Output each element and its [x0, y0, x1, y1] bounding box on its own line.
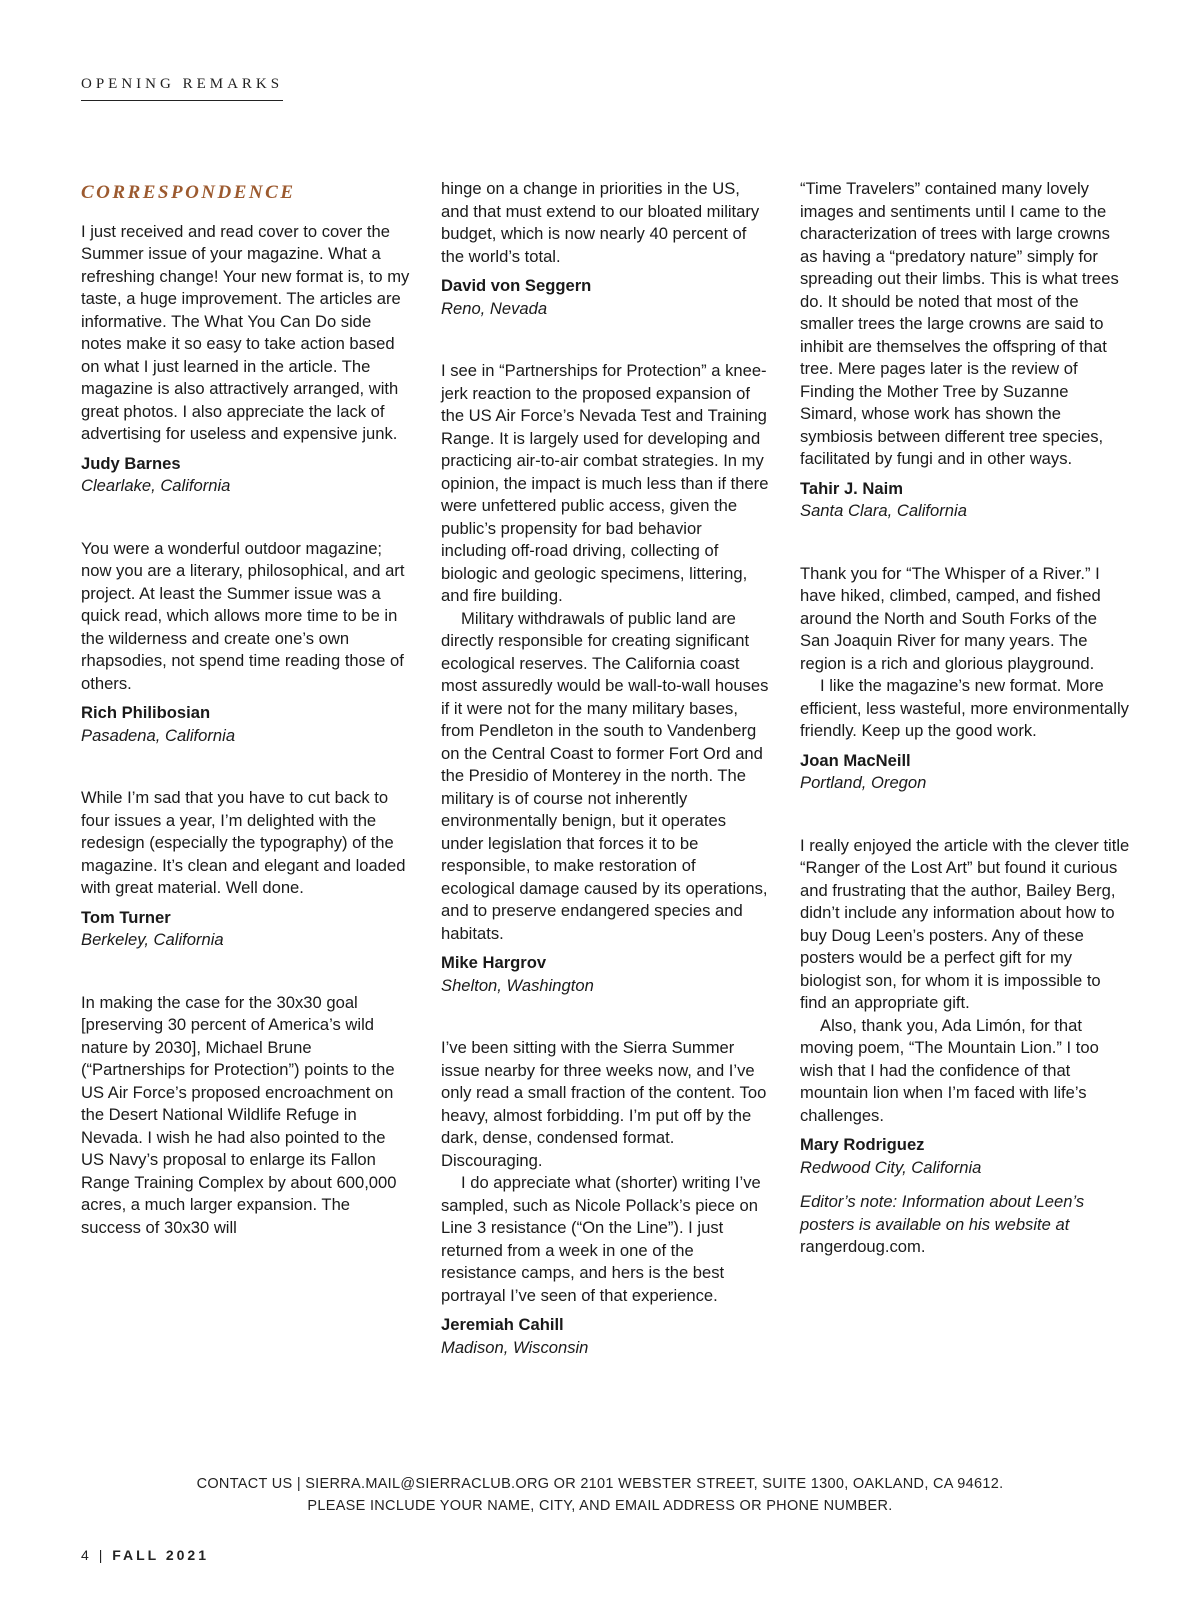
page-folio	[81, 1547, 209, 1563]
editor-note-link[interactable]: rangerdoug.com.	[800, 1237, 926, 1256]
letter-paragraph: While I’m sad that you have to cut back to four issues a year, I’m delighted with the redesign (especially the typography) of the magazine. It’s clean and elegant and loaded with great material. Well done.	[81, 788, 406, 897]
issue-label: FALL 2021	[112, 1547, 209, 1563]
folio-separator: |	[98, 1547, 106, 1563]
letter-location: Reno, Nevada	[441, 298, 548, 318]
letter-author: Rich Philibosian	[81, 703, 211, 722]
column-1	[81, 178, 411, 1279]
letter-paragraph: You were a wonderful outdoor magazine; now you are a literary, philosophical, and art project. At least the Summer issue was a quick read, which allows more time to be in the wilderness and create one’s own rhapsodies, not spend time reading those of others.	[81, 538, 405, 693]
letter-paragraph: I really enjoyed the article with the clever title “Ranger of the Lost Art” but found it curious and frustrating that the author, Bailey Berg, didn’t include any information about how to buy Doug Leen’s posters. Any of these posters would be a perfect gift for my biologist son, for whom it is impossible to find an appropriate gift.	[800, 835, 1130, 1012]
editor-note-text: Editor’s note: Information about Leen’s posters is available on his website at	[800, 1192, 1085, 1234]
letter-location: Portland, Oregon	[800, 773, 927, 792]
column-3	[800, 178, 1130, 1299]
letter-paragraph: I like the magazine’s new format. More efficient, less wasteful, more environmentally friendly. Keep up the good work.	[800, 676, 1129, 740]
contact-footer	[0, 1473, 1200, 1517]
letter-paragraph: Military withdrawals of public land are directly responsible for creating significant ecological reserves. The California coast most assuredly would be wall-to-wall houses if it were not for the many military bases, from Pendleton in the south to Vandenberg on the Central Coast to former Fort Ord and the Presidio of Monterey in the north. The military is of course not inherently environmentally benign, but it operates under legislation that forces it to be responsible, to make restoration of ecological damage caused by its operations, and to preserve endangered species and habitats.	[441, 608, 769, 943]
letter-mary-rodriguez	[800, 835, 1130, 1259]
letter-paragraph: In making the case for the 30x30 goal [preserving 30 percent of America’s wild nature by 2030], Michael Brune (“Partnerships for Protection”) points to the US Air Force’s proposed encroachment on the Desert National Wildlife Refuge in Nevada. I wish he had also pointed to the US Navy’s proposal to enlarge its Fallon Range Training Complex by about 600,000 acres, a much larger expansion. The success of 30x30 will	[81, 992, 397, 1237]
letter-paragraph: I’ve been sitting with the Sierra Summer issue nearby for three weeks now, and I’ve only read a small fraction of the content. Too heavy, almost forbidding. I’m put off by the dark, dense, condensed format. Discouraging.	[441, 1038, 767, 1170]
letter-location: Santa Clara, California	[800, 501, 967, 520]
letter-author: David von Seggern	[441, 276, 592, 295]
letter-paragraph: Thank you for “The Whisper of a River.” I have hiked, climbed, camped, and fished around the North and South Forks of the San Joaquin River for many years. The region is a rich and glorious playground.	[800, 563, 1101, 673]
section-label: OPENING REMARKS	[81, 76, 283, 101]
letter-paragraph: “Time Travelers” contained many lovely images and sentiments until I came to the characterization of trees with large crowns as having a “predatory nature” simply for spreading out their limbs. This is what trees do. It should be noted that most of the smaller trees the large crowns are said to inhibit are themselves the offspring of that tree. Mere pages later is the review of Finding the Mother Tree by Suzanne Simard, whose work has shown the symbiosis between different tree species, facilitated by fungi and in other ways.	[800, 179, 1119, 468]
letter-location: Shelton, Washington	[441, 975, 594, 995]
letter-paragraph: Also, thank you, Ada Limón, for that moving poem, “The Mountain Lion.” I too wish that I had the confidence of that mountain lion when I’m faced with life’s challenges.	[800, 1015, 1099, 1125]
letter-tom-turner	[81, 787, 411, 952]
editor-note	[800, 1191, 1130, 1259]
letter-judy-barnes	[81, 221, 411, 498]
letter-jeremiah-cahill	[441, 1037, 771, 1359]
letter-rich-philibosian	[81, 538, 411, 748]
letter-author: Tom Turner	[81, 907, 171, 927]
letter-david-von-seggern-part1	[81, 992, 411, 1240]
letter-author: Tahir J. Naim	[800, 478, 903, 498]
contact-line-2: PLEASE INCLUDE YOUR NAME, CITY, AND EMAIL ADDRESS OR PHONE NUMBER.	[307, 1498, 893, 1514]
contact-line-1: CONTACT US | SIERRA.MAIL@SIERRACLUB.ORG OR 2101 WEBSTER STREET, SUITE 1300, OAKLAND, CA 94612.	[196, 1476, 1004, 1492]
letter-joan-macneill	[800, 563, 1130, 795]
letter-author: Judy Barnes	[81, 453, 181, 473]
letter-author: Mike Hargrov	[441, 953, 547, 972]
letter-author: Mary Rodriguez	[800, 1135, 925, 1154]
column-2	[441, 178, 771, 1399]
letter-location: Clearlake, California	[81, 476, 231, 495]
letter-mike-hargrov	[441, 360, 771, 997]
letter-paragraph: I do appreciate what (shorter) writing I’ve sampled, such as Nicole Pollack’s piece on Line 3 resistance (“On the Line”). I just returned from a week in one of the resistance camps, and hers is the best portrayal I’ve seen of that experience.	[441, 1173, 761, 1305]
page-number: 4	[81, 1547, 92, 1563]
letter-paragraph: I just received and read cover to cover the Summer issue of your magazine. What a refreshing change! Your new format is, to my taste, a huge improvement. The articles are informative. The What You Can Do side notes make it so easy to take action based on what I just learned in the article. The magazine is also attractively arranged, with great photos. I also appreciate the lack of advertising for useless and expensive junk.	[81, 221, 410, 443]
letter-location: Pasadena, California	[81, 725, 236, 745]
letter-location: Berkeley, California	[81, 930, 224, 949]
letter-location: Madison, Wisconsin	[441, 1337, 589, 1357]
letter-author: Joan MacNeill	[800, 750, 911, 770]
correspondence-heading: CORRESPONDENCE	[81, 182, 296, 203]
letter-david-von-seggern-part2	[441, 178, 771, 320]
letter-paragraph: I see in “Partnerships for Protection” a knee-jerk reaction to the proposed expansion of the US Air Force’s Nevada Test and Training Range. It is largely used for developing and practicing air-to-air combat strategies. In my opinion, the impact is much less than if there were unfettered public access, given the public’s propensity for bad behavior including off-road driving, collecting of biologic and geologic specimens, littering, and fire building.	[441, 361, 769, 605]
letter-paragraph: hinge on a change in priorities in the US, and that must extend to our bloated military budget, which is now nearly 40 percent of the world’s total.	[441, 179, 760, 266]
letter-tahir-naim	[800, 178, 1130, 523]
letter-author: Jeremiah Cahill	[441, 1315, 564, 1334]
letter-location: Redwood City, California	[800, 1157, 982, 1177]
